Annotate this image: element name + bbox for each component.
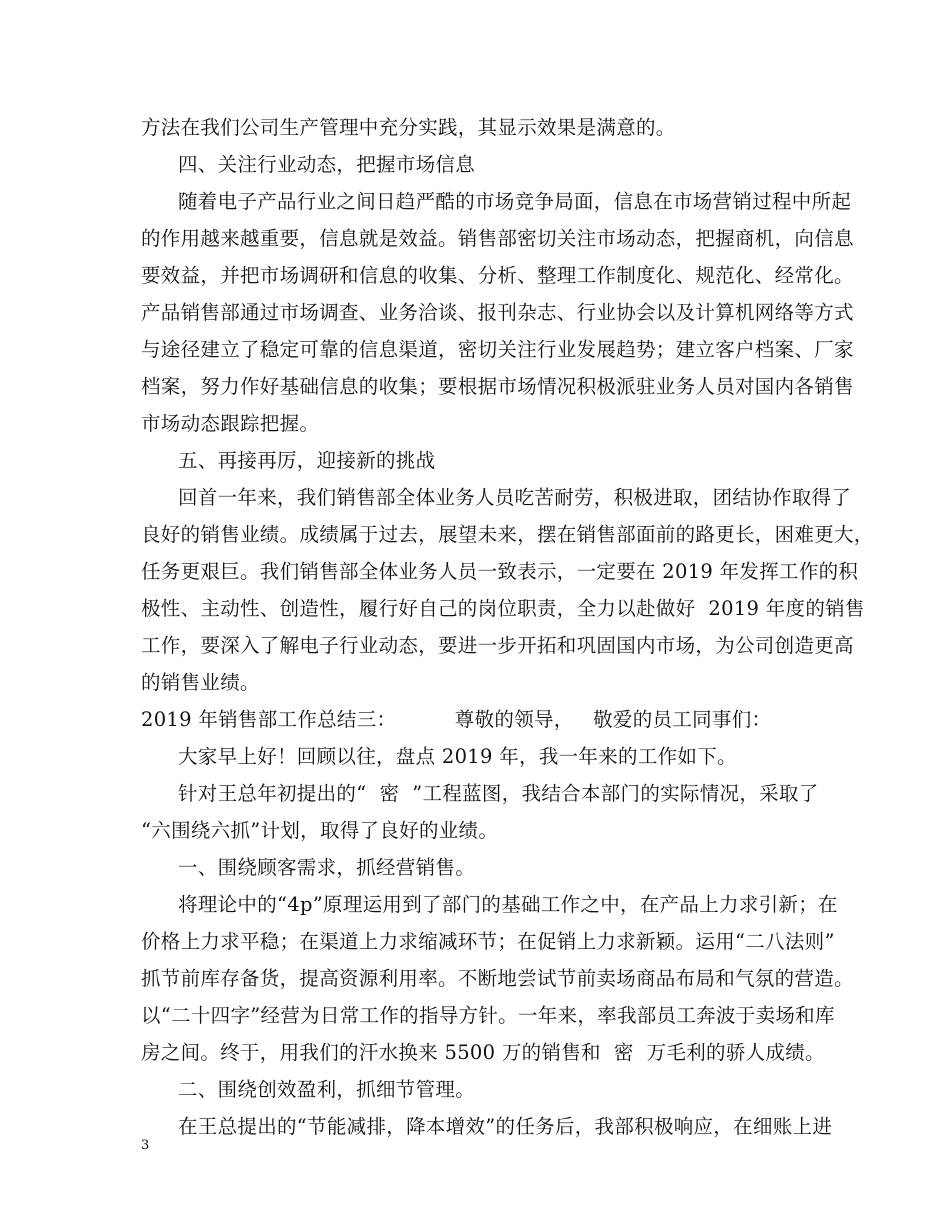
section-heading: 一、围绕顾客需求，抓经营销售。 [178,856,476,879]
text-line: 价格上力求平稳；在渠道上力求缩减环节；在促销上力求新颖。运用“二八法则” [141,930,835,953]
text-line: 市场动态跟踪把握。 [141,412,320,435]
text-line: 档案，努力作好基础信息的收集；要根据市场情况积极派驻业务人员对国内各销售 [141,375,854,398]
text-line: 房之间。终于，用我们的汗水换来 5500 万的销售和 密 万毛利的骄人成绩。 [141,1041,825,1064]
section-heading: 五、再接再厉，迎接新的挑战 [178,449,436,472]
text-line: 极性、主动性、创造性，履行好自己的岗位职责，全力以赴做好 2019 年度的销售 [141,597,865,620]
text-line: 以“二十四字”经营为日常工作的指导方针。一年来，率我部员工奔波于卖场和库 [141,1004,835,1027]
text-line: 回首一年来，我们销售部全体业务人员吃苦耐劳，积极进取，团结协作取得了 [178,486,852,509]
text-line: 方法在我们公司生产管理中充分实践，其显示效果是满意的。 [141,116,676,139]
section-heading: 四、关注行业动态，把握市场信息 [178,153,476,176]
text-line: 与途径建立了稳定可靠的信息渠道，密切关注行业发展趋势；建立客户档案、厂家 [141,338,854,361]
text-line: 针对王总年初提出的“ 密 ”工程蓝图，我结合本部门的实际情况，采取了 [178,782,819,805]
text-line: 将理论中的“4p”原理运用到了部门的基础工作之中，在产品上力求引新；在 [178,893,838,916]
text-line: 随着电子产品行业之间日趋严酷的市场竞争局面，信息在市场营销过程中所起 [178,190,852,213]
page-number: 3 [141,1138,150,1153]
text-line: 工作，要深入了解电子行业动态，要进一步开拓和巩固国内市场，为公司创造更高 [141,634,854,657]
section-heading: 二、围绕创效盈利，抓细节管理。 [178,1078,476,1101]
text-line: 要效益，并把市场调研和信息的收集、分析、整理工作制度化、规范化、经常化。 [141,264,854,287]
report-heading: 2019 年销售部工作总结三： 尊敬的领导， 敬爱的员工同事们： [141,708,772,731]
text-line: 良好的销售业绩。成绩属于过去，展望未来，摆在销售部面前的路更长，困难更大， [141,523,874,546]
text-line: 的作用越来越重要，信息就是效益。销售部密切关注市场动态，把握商机，向信息 [141,227,854,250]
text-line: 大家早上好！回顾以往，盘点 2019 年，我一年来的工作如下。 [178,745,737,768]
text-line: 抓节前库存备货，提高资源利用率。不断地尝试节前卖场商品布局和气氛的营造。 [141,967,854,990]
text-line: 的销售业绩。 [141,671,260,694]
text-line: 在王总提出的“节能减排，降本增效”的任务后，我部积极响应，在细账上进 [178,1115,833,1138]
text-line: “六围绕六抓”计划，取得了良好的业绩。 [141,819,499,842]
text-line: 产品销售部通过市场调查、业务洽谈、报刊杂志、行业协会以及计算机网络等方式 [141,301,854,324]
text-line: 任务更艰巨。我们销售部全体业务人员一致表示，一定要在 2019 年发挥工作的积 [141,560,859,583]
